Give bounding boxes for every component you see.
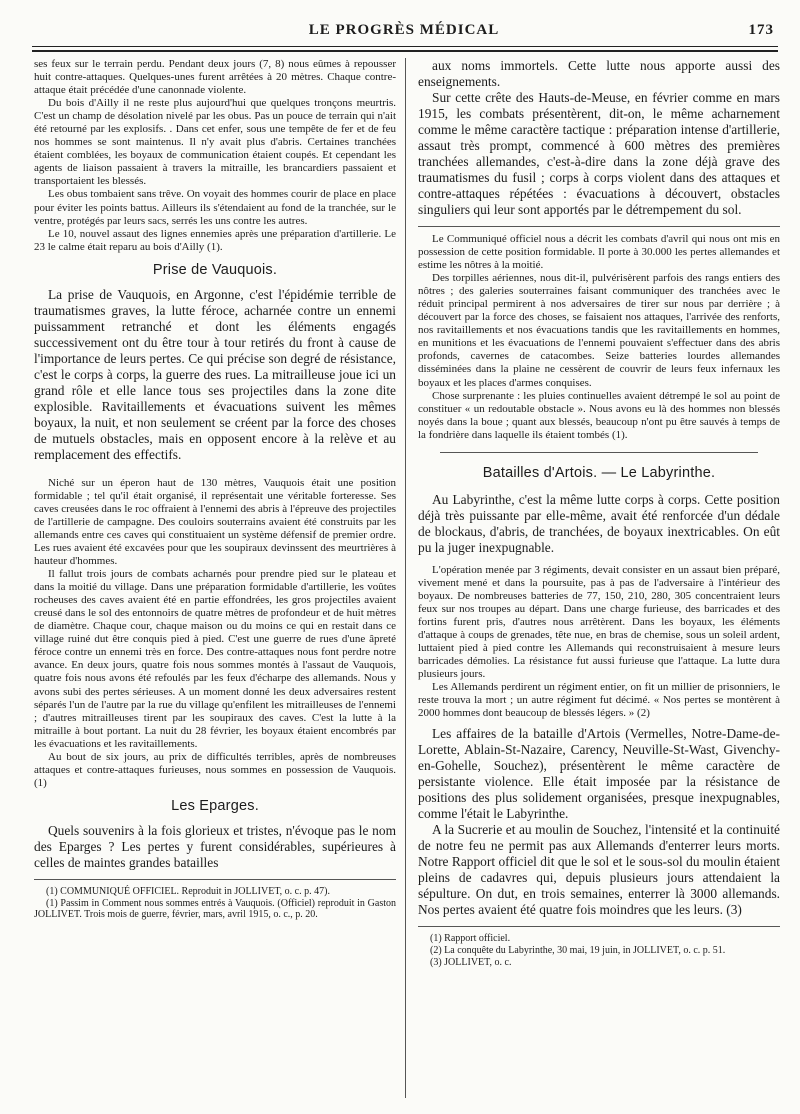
separator-rule (440, 452, 759, 453)
lead-paragraph: A la Sucrerie et au moulin de Souchez, l'intensité et la continuité de notre feu ne permit pas aux Allemands d'enterrer leurs morts. Notre Rapport officiel dit que le sol et le sous-sol du moulin étaient pleins de cadavres qui, depuis plusieurs jours attendaient la sépulture. On dut, en trois semaines, enterrer là 3000 allemands. Nos pertes avaient été quatre fois moindres que les leurs. (3) (418, 822, 780, 918)
footnote: (3) JOLLIVET, o. c. (430, 956, 512, 968)
running-header (32, 22, 776, 44)
lead-paragraph: Au Labyrinthe, c'est la même lutte corps à corps. Cette position déjà très puissante par elle-même, avait été renforcée d'un dédale de blockaus, d'abris, de tranchées, de boyaux inextricables. On eût pu la juger inexpugnable. (418, 491, 780, 555)
paragraph: Des torpilles aériennes, nous dit-il, pulvérisèrent parfois des rangs entiers des nôtres ; des galeries souterraines faisant communiquer des tranchées avec le réduit principal permirent à nos adversaires de tirer sur nous par derrière ; à découvert par la force des choses, se faisaient nos attaques, l'arrivée des renforts, nos ravitaillements et nos évacuations tandis que les ravitaillements en hommes, en munitions et les évacuations de l'ennemi pouvaient s'effectuer dans des abris profonds, cavernes de catacombes. Seize batteries lourdes allemandes disséminées dans la plaine ne cessèrent de couvrir de leurs feux infernaux les boyaux et les places d'armes conquises. (418, 272, 780, 389)
separator-rule (418, 226, 780, 227)
paragraph: Le 10, nouvel assaut des lignes ennemies après une préparation d'artillerie. Le 23 le calme était reparu au bois d'Ailly (1). (34, 227, 396, 253)
paragraph: Niché sur un éperon haut de 130 mètres, Vauquois était une position formidable ; tel qu'il était organisé, il représentait une véritable forteresse. Ses caves creusées dans le roc offraient à l'ennemi des abris à l'épreuve des projectiles de l'artillerie de campagne. Des couloirs souterrains avaient été construits par les allemands entre ces caves qui constituaient un système défensif de premier ordre. Les rues avaient été excavées pour que les soupiraux devinssent des meurtrières à hauteur d'hommes. (34, 476, 396, 568)
lead-paragraph: Les affaires de la bataille d'Artois (Vermelles, Notre-Dame-de-Lorette, Ablain-St-Nazaire, Carency, Neuville-St-Wast, Givenchy-en-Gohelle, Souchez), présentèrent le même caractère de persistante violence. Elle était imposée par la résistance de positions des plus solidement organisées, presque inexpugnables, comme l'était le Labyrinthe. (418, 726, 780, 822)
page-number: 173 (748, 22, 774, 38)
journal-title: LE PROGRÈS MÉDICAL (308, 22, 500, 38)
left-column (34, 58, 396, 921)
paragraph: Du bois d'Ailly il ne reste plus aujourd'hui que quelques tronçons meurtris. C'est un champ de désolation nivelé par les obus. Pas un pouce de terrain qui n'ait été retourné par les explosifs. . Dans cet enfer, sous une tempête de fer et de feu nos hommes se sont maintenus. Il n'y avait plus d'abris. Certaines tranchées étaient comblées, les boyaux de communication étaient coupés. Et cependant les agents de liaison passaient à travers la mitraille, les brancardiers passaient et transportaient les blessés. (34, 97, 396, 188)
footnote: (1) Passim in Comment nous sommes entrés à Vauquois. (Officiel) reproduit in Gaston JOLLIVET. Trois mois de guerre, février, mars, avril 1915, o. c., p. 20. (34, 897, 396, 921)
footnotes (34, 886, 396, 921)
lead-paragraph: La prise de Vauquois, en Argonne, c'est l'épidémie terrible de traumatismes graves, la lutte féroce, acharnée contre un ennemi puissamment retranché et dont les éléments engagés successivement ont du être tour à tour retirés du front à cause de l'importance de leurs pertes. Ce qui précise son degré de résistance, c'est le corps à corps, la guerre des rues. La mitrailleuse joue ici un grand rôle et elle lance tous ses projectiles dans la zone dite explosible. Ravitaillements et évacuations suivent les mêmes boyaux, la nuit, et non seulement se créent par la force des choses de mutuels obstacles, mais en opposent encore à la relève et au remplacement des effectifs. (34, 286, 396, 462)
paragraph: Le Communiqué officiel nous a décrit les combats d'avril qui nous ont mis en possession de cette position formidable. Il porte à 30.000 les pertes allemandes et estime les nôtres à la moitié. (418, 233, 780, 272)
lead-paragraph: Sur cette crête des Hauts-de-Meuse, en février comme en mars 1915, les combats présentèrent, dit-on, le même acharnement comme le même caractère tactique : préparation intense d'artillerie, assaut très prompt, commencé à 600 mètres des premières tranchées allemandes, c'est-à-dire dans la zone déjà grave des traumatismes du fusil ; corps à corps violent dans des attaques et contre-attaques répétées : évacuations à découvert, obstacles singuliers qui leur sont apportés par le détrempement du sol. (418, 90, 780, 217)
paragraph: Chose surprenante : les pluies continuelles avaient détrempé le sol au point de constituer « un redoutable obstacle ». Nous avons eu là des hommes non blessés noyés dans la boue ; quant aux blessés, beaucoup n'ont pu être sauvés à temps de la fondrière dans laquelle ils étaient tombés (1). (418, 389, 780, 441)
paragraph: Les obus tombaient sans trêve. On voyait des hommes courir de place en place pour éviter les points battus. Ailleurs ils s'étendaient au fond de la tranchée, sur le ventre, protégés par leurs sacs, serrés les uns contre les autres. (34, 188, 396, 227)
footnote: (1) Rapport officiel. (430, 933, 511, 945)
paragraph: Les Allemands perdirent un régiment entier, on fit un millier de prisonniers, le reste trouva la mort ; un autre régiment fut décimé. « Nos pertes se montèrent à 2000 hommes dont beaucoup de blessés légers. » (2) (418, 681, 780, 720)
header-rule-thick (32, 50, 778, 52)
paragraph: ses feux sur le terrain perdu. Pendant deux jours (7, 8) nous eûmes à repousser huit contre-attaques. Quelques-unes furent arrêtées à 20 mètres. Chaque contre-attaque était précédée d'une canonnade violente. (34, 58, 396, 97)
footnote: (2) La conquête du Labyrinthe, 30 mai, 19 juin, in JOLLIVET, o. c. p. 51. (430, 944, 726, 956)
column-divider (405, 58, 406, 1098)
paragraph: L'opération menée par 3 régiments, devait consister en un assaut bien préparé, vivement mené et dans la poursuite, pas à pas de l'adversaire à l'intérieur des boyaux. De nombreuses batteries de 77, 150, 210, 280, 305 concentraient leurs feux sur nos troupes au départ. Dans une charge furieuse, des barricades et des fortins furent pris, d'autres nous arrêtèrent. Dans les boyaux, les éléments d'attaque à coups de grenades, tête nue, en bras de chemise, sous un soleil ardent, luttaient pied à pied contre les Allemands qui reconstruisaient à mesure leurs barricades démolies. La résistance fut aussi furieuse que l'attaque. La lutte dura plusieurs jours. (418, 563, 780, 681)
section-heading-vauquois: Prise de Vauquois. (152, 261, 278, 278)
footnotes (418, 933, 780, 968)
section-heading-artois: Batailles d'Artois. — Le Labyrinthe. (482, 464, 716, 481)
footnote-rule (34, 879, 396, 880)
footnote-rule (418, 926, 780, 927)
lead-paragraph: aux noms immortels. Cette lutte nous apporte aussi des enseignements. (418, 58, 780, 89)
header-rule-thin (32, 46, 778, 47)
lead-paragraph: Quels souvenirs à la fois glorieux et tristes, n'évoque pas le nom des Eparges ? Les pertes y furent considérables, supérieures à celles de maintes grandes batailles (34, 822, 396, 870)
right-column (418, 58, 780, 968)
section-heading-eparges: Les Eparges. (171, 797, 259, 814)
footnote: (1) COMMUNIQUÉ OFFICIEL. Reproduit in JOLLIVET, o. c. p. 47). (46, 885, 330, 897)
paragraph: Il fallut trois jours de combats acharnés pour prendre pied sur le plateau et dans la moitié du village. Dans une préparation formidable d'artillerie, les voûtes rocheuses des caves avaient été en partie effondrées, les gros projectiles avaient creusé dans le sol des entonnoirs de quatre mètres de profondeur et de huit mètres de diamètre. Chaque cour, chaque maison ou du moins ce qui en restait dans ce village ruiné dut être conquis pied à pied. C'est une guerre de rues d'une âpreté féroce contre un ennemi très en force. Des contre-attaques nous font perdre notre avance. En deux jours, quatre fois nous sommes montés à l'assaut de Vauquois, quatre fois nous avons été refoulés par les feux d'écharpe des allemands. Nous y avons subi des pertes sérieuses. A un moment donné les deux adversaires restent séparés l'un de l'autre par la rue du village qu'enfilent les mitrailleuses de l'ennemi ; d'autres mitrailleuses tirent par les soupiraux des caves. C'est la lutte à la mitraille à bout portant. La nuit du 28 février, les boyaux étaient encombrés par les évacuations et les ravitaillements. (34, 568, 396, 750)
paragraph: Au bout de six jours, au prix de difficultés terribles, après de nombreuses attaques et contre-attaques furieuses, nous sommes en possession de Vauquois. (1) (34, 750, 396, 789)
